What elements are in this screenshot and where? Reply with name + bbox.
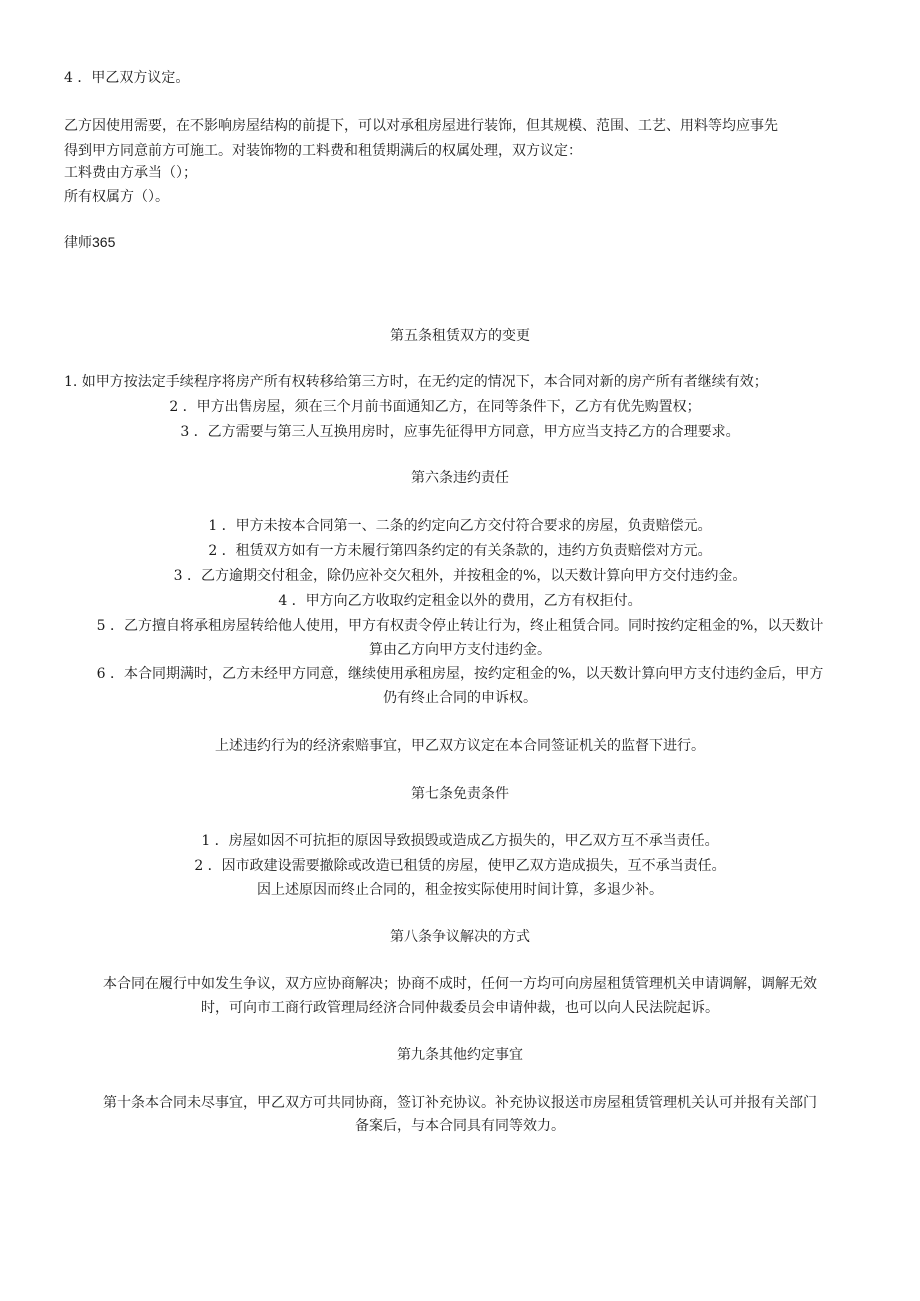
article-6-item-6: 6 ．本合同期满时，乙方未经甲方同意，继续使用承租房屋，按约定租金的%，以天数计算向甲方支付违约金后，甲方 xyxy=(96,666,824,682)
decoration-paragraph-line-2: 得到甲方同意前方可施工。对装饰物的工料费和租赁期满后的权属处理，双方议定： xyxy=(64,143,582,159)
article-5-item-1: 1. 如甲方按法定手续程序将房产所有权转移给第三方时，在无约定的情况下，本合同对新的房产所有者继续有效； xyxy=(64,374,768,390)
article-6-item-4: 4 ．甲方向乙方收取约定租金以外的费用，乙方有权拒付。 xyxy=(278,593,642,609)
watermark-text: 律师365 xyxy=(64,234,116,250)
decoration-paragraph-line-1: 乙方因使用需要，在不影响房屋结构的前提下，可以对承租房屋进行装饰，但其规模、范围、工艺、用料等均应事先 xyxy=(64,118,778,134)
article-9-line-2: 备案后，与本合同具有同等效力。 xyxy=(355,1118,565,1134)
article-7-item-1: 1 ．房屋如因不可抗拒的原因导致损毁或造成乙方损失的，甲乙双方互不承当责任。 xyxy=(201,833,719,849)
article-7-note: 因上述原因而终止合同的，租金按实际使用时间计算，多退少补。 xyxy=(257,882,663,898)
article-8-line-2: 时，可向市工商行政管理局经济合同仲裁委员会申请仲裁，也可以向人民法院起诉。 xyxy=(201,1000,719,1016)
article-5-item-3: 3 ．乙方需要与第三人互换用房时，应事先征得甲方同意，甲方应当支持乙方的合理要求。 xyxy=(180,424,740,440)
clause-item-4: 4 ．甲乙双方议定。 xyxy=(64,70,190,86)
article-7-item-2: 2 ．因市政建设需要撤除或改造已租赁的房屋，使甲乙双方造成损失，互不承当责任。 xyxy=(194,858,726,874)
article-7-title: 第七条免责条件 xyxy=(411,786,509,802)
article-8-title: 第八条争议解决的方式 xyxy=(390,929,530,945)
article-5-title: 第五条租赁双方的变更 xyxy=(390,328,530,344)
article-6-title: 第六条违约责任 xyxy=(411,470,509,486)
article-9-title: 第九条其他约定事宜 xyxy=(397,1047,523,1063)
article-6-item-1: 1 ．甲方未按本合同第一、二条的约定向乙方交付符合要求的房屋，负责赔偿元。 xyxy=(208,518,712,534)
article-6-item-6-cont: 仍有终止合同的申诉权。 xyxy=(383,690,537,706)
article-6-item-5-cont: 算由乙方向甲方支付违约金。 xyxy=(369,642,551,658)
material-cost-line: 工料费由方承当（）； xyxy=(64,165,197,181)
article-6-item-3: 3 ．乙方逾期交付租金，除仍应补交欠租外，并按租金的%，以天数计算向甲方交付违约金。 xyxy=(173,568,747,584)
ownership-line: 所有权属方（）。 xyxy=(64,189,169,205)
article-8-line-1: 本合同在履行中如发生争议，双方应协商解决；协商不成时，任何一方均可向房屋租赁管理机关申请调解，调解无效 xyxy=(103,976,817,992)
article-6-closing: 上述违约行为的经济索赔事宜，甲乙双方议定在本合同签证机关的监督下进行。 xyxy=(215,738,705,754)
article-9-line-1: 第十条本合同未尽事宜，甲乙双方可共同协商，签订补充协议。补充协议报送市房屋租赁管理机关认可并报有关部门 xyxy=(103,1095,817,1111)
article-5-item-2: 2 ．甲方出售房屋，须在三个月前书面通知乙方，在同等条件下，乙方有优先购置权； xyxy=(169,399,701,415)
article-6-item-5: 5 ．乙方擅自将承租房屋转给他人使用，甲方有权责令停止转让行为，终止租赁合同。同时按约定租金的%，以天数计 xyxy=(96,618,824,634)
article-6-item-2: 2 ．租赁双方如有一方未履行第四条约定的有关条款的，违约方负责赔偿对方元。 xyxy=(208,543,712,559)
